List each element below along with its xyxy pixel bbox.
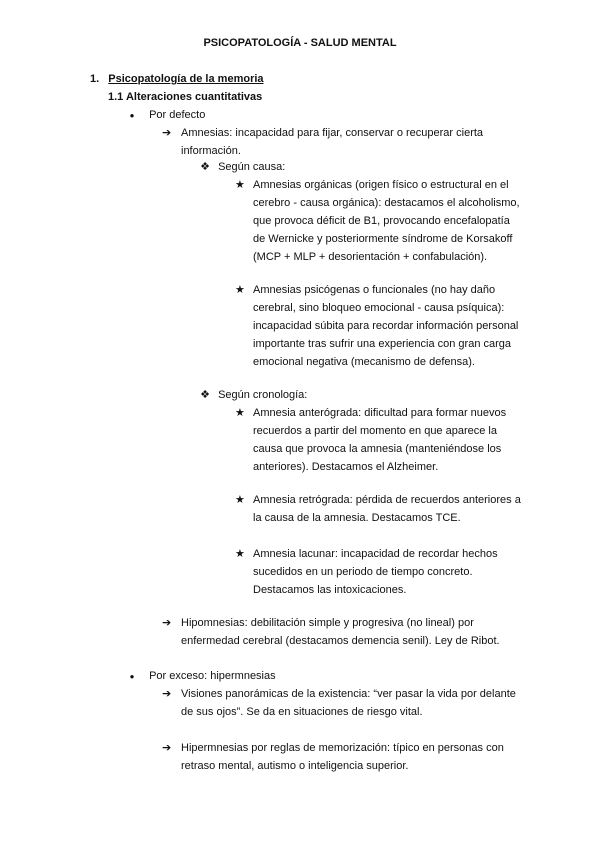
- amnesias-psicogenas-text: Amnesias psicógenas o funcionales (no hay daño cerebral, sino bloqueo emocional - causa psíquica): incapacidad súbita para recordar información personal importante tras sufrir una experiencia con gran carga emocional negativa (mecanismo de defensa).: [253, 284, 519, 368]
- amnesia-retrograda-text: Amnesia retrógrada: pérdida de recuerdos anteriores a la causa de la amnesia. Destacamos TCE.: [253, 494, 521, 524]
- list-item-segun-causa: [199, 158, 285, 176]
- star-icon: ★: [235, 548, 245, 560]
- star-icon: ★: [235, 179, 245, 191]
- amnesia-anterograda-text: Amnesia anterógrada: dificultad para formar nuevos recuerdos a partir del momento en que aparece la causa que provoca la amnesia (manteniéndose los anteriores). Destacamos el Alzheimer.: [253, 407, 507, 473]
- arrow-icon: ➔: [162, 617, 172, 629]
- amnesias-text: Amnesias: incapacidad para fijar, conservar o recuperar cierta información.: [181, 127, 484, 157]
- star-icon: ★: [235, 284, 245, 296]
- arrow-icon: ➔: [162, 742, 172, 754]
- list-item-segun-cronologia: [199, 386, 307, 404]
- bullet-circle-icon: ●: [129, 111, 135, 120]
- por-exceso-label: Por exceso: hipermnesias: [149, 670, 276, 682]
- section-title: Psicopatología de la memoria: [108, 73, 264, 85]
- diamond-icon: ❖: [200, 389, 210, 401]
- bullet-circle-icon: ●: [129, 672, 135, 681]
- arrow-icon: ➔: [162, 127, 172, 139]
- diamond-icon: ❖: [200, 161, 210, 173]
- hipomnesias-text: Hipomnesias: debilitación simple y progresiva (no lineal) por enfermedad cerebral (destacamos demencia senil). Ley de Ribot.: [181, 617, 500, 647]
- amnesia-lacunar-text: Amnesia lacunar: incapacidad de recordar hechos sucedidos en un periodo de tiempo concreto. Destacamos las intoxicaciones.: [253, 548, 498, 596]
- star-icon: ★: [235, 494, 245, 506]
- segun-cronologia-label: Según cronología:: [218, 389, 308, 401]
- page-title: PSICOPATOLOGÍA - SALUD MENTAL: [203, 37, 397, 49]
- star-icon: ★: [235, 407, 245, 419]
- list-item-por-exceso: [126, 667, 276, 686]
- hipermnesias-reglas-text: Hipermnesias por reglas de memorización: típico en personas con retraso mental, autismo o inteligencia superior.: [181, 742, 504, 772]
- section-number: 1.: [90, 73, 100, 85]
- section-heading: [90, 70, 264, 88]
- por-defecto-label: Por defecto: [149, 109, 206, 121]
- arrow-icon: ➔: [162, 688, 172, 700]
- list-item-por-defecto: [126, 106, 205, 125]
- segun-causa-label: Según causa:: [218, 161, 286, 173]
- visiones-panoramicas-text: Visiones panorámicas de la existencia: “ver pasar la vida por delante de sus ojos”. Se da en situaciones de riesgo vital.: [181, 688, 516, 718]
- amnesias-organicas-text: Amnesias orgánicas (origen físico o estructural en el cerebro - causa orgánica): destacamos el alcoholismo, que provoca déficit de B1, provocando encefalopatía de Wernicke y posteriormente síndrome de Korsakoff (MCP + MLP + desorientación + confabulación).: [253, 179, 520, 263]
- subsection-heading: 1.1 Alteraciones cuantitativas: [108, 91, 263, 103]
